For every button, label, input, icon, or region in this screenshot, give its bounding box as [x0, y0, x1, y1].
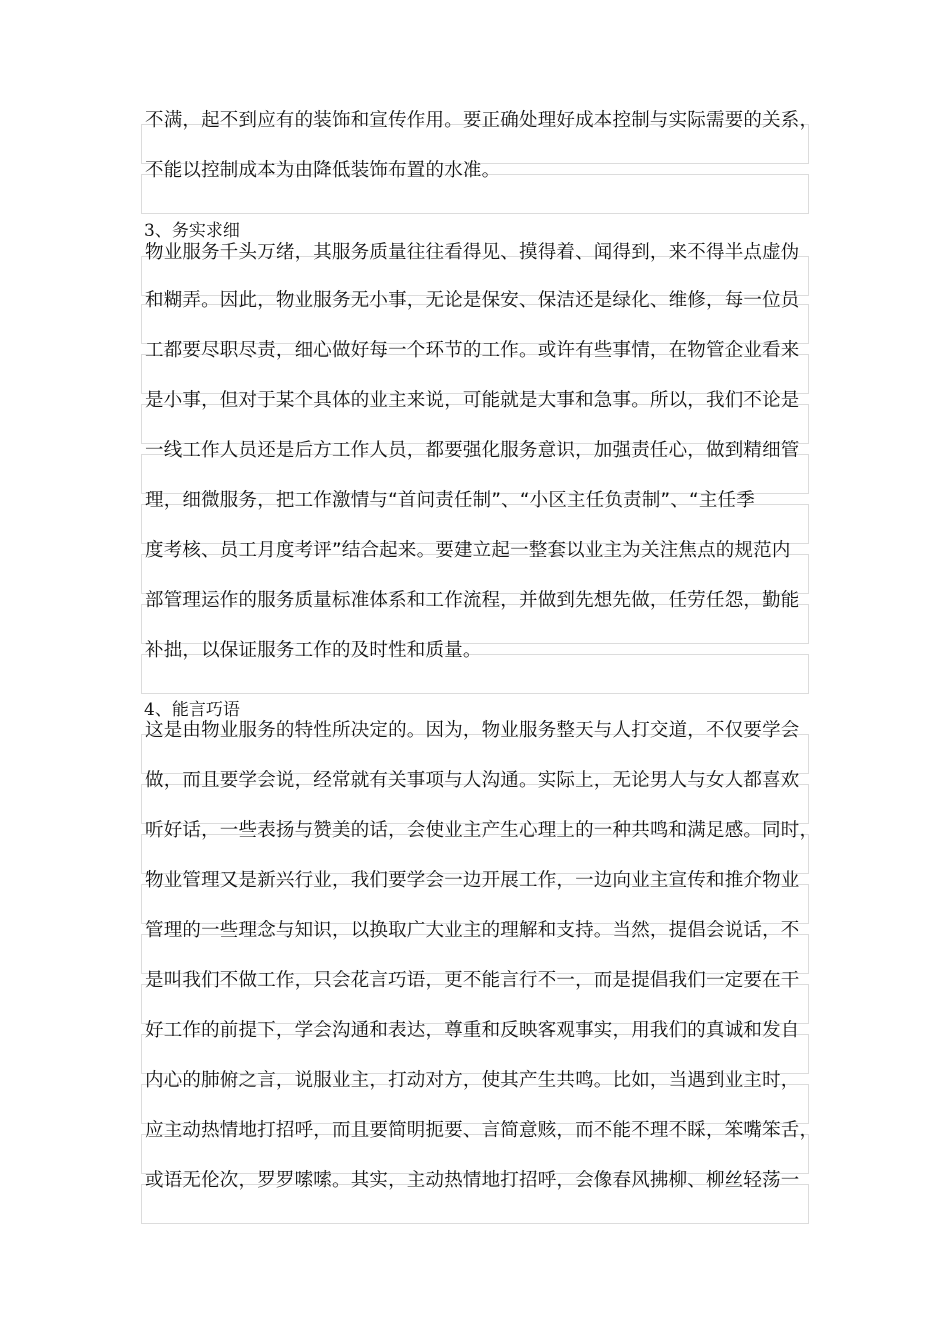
text-line: [141, 1020, 809, 1074]
text-line: [141, 1070, 809, 1124]
section-heading-4: 4、能言巧语: [144, 700, 240, 720]
text-line: [141, 770, 809, 824]
line-text: 物业管理又是新兴行业，我们要学会一边开展工作，一边向业主宣传和推介物业: [145, 870, 800, 891]
line-text: 部管理运作的服务质量标准体系和工作流程，并做到先想先做，任劳任怨，勤能: [145, 590, 800, 611]
line-text: 是小事，但对于某个具体的业主来说，可能就是大事和急事。所以，我们不论是: [145, 390, 800, 411]
line-text: 补拙，以保证服务工作的及时性和质量。: [145, 640, 482, 661]
line-text: 工都要尽职尽责，细心做好每一个环节的工作。或许有些事情，在物管企业看来: [145, 340, 800, 361]
line-text: 应主动热情地打招呼，而且要简明扼要、言简意赅，而不能不理不睬，笨嘴笨舌，: [145, 1120, 819, 1141]
text-line: [141, 970, 809, 1024]
text-line: [141, 920, 809, 974]
line-text: 内心的肺俯之言，说服业主，打动对方，使其产生共鸣。比如，当遇到业主时，: [145, 1070, 800, 1091]
line-text: 做，而且要学会说，经常就有关事项与人沟通。实际上，无论男人与女人都喜欢: [145, 770, 800, 791]
line-text: 理，细微服务，把工作激情与“首问责任制”、“小区主任负责制”、“主任季: [145, 490, 755, 511]
line-text: 不满，起不到应有的装饰和宣传作用。要正确处理好成本控制与实际需要的关系，: [145, 110, 819, 131]
line-text: 好工作的前提下，学会沟通和表达，尊重和反映客观事实，用我们的真诚和发自: [145, 1020, 800, 1041]
text-line: [141, 440, 809, 494]
text-line: [141, 1170, 809, 1224]
text-line: [141, 640, 809, 694]
text-line: [141, 290, 809, 344]
line-text: 一线工作人员还是后方工作人员，都要强化服务意识，加强责任心，做到精细管: [145, 440, 800, 461]
line-text: 听好话，一些表扬与赞美的话，会使业主产生心理上的一种共鸣和满足感。同时，: [145, 820, 819, 841]
line-text: 或语无伦次，罗罗嗦嗦。其实，主动热情地打招呼，会像春风拂柳、柳丝轻荡一: [145, 1170, 800, 1191]
text-line: [141, 540, 809, 594]
section-heading-3: 3、务实求细: [144, 221, 240, 241]
text-line: [141, 820, 819, 874]
text-line: [141, 720, 809, 774]
text-line: [141, 1120, 819, 1174]
line-text: 管理的一些理念与知识，以换取广大业主的理解和支持。当然，提倡会说话，不: [145, 920, 800, 941]
line-text: 物业服务千头万绪，其服务质量往往看得见、摸得着、闻得到，来不得半点虚伪: [145, 242, 800, 263]
text-line: [141, 340, 809, 394]
text-line: [141, 590, 809, 644]
text-line: [141, 160, 809, 214]
line-text: 和糊弄。因此，物业服务无小事，无论是保安、保洁还是绿化、维修，每一位员: [145, 290, 800, 311]
line-text: 不能以控制成本为由降低装饰布置的水准。: [145, 160, 501, 181]
text-line: [141, 110, 819, 164]
text-line: [141, 390, 809, 444]
line-text: 是叫我们不做工作，只会花言巧语，更不能言行不一，而是提倡我们一定要在干: [145, 970, 800, 991]
text-line: [141, 870, 809, 924]
line-text: 这是由物业服务的特性所决定的。因为，物业服务整天与人打交道，不仅要学会: [145, 720, 800, 741]
line-text: 度考核、员工月度考评”结合起来。要建立起一整套以业主为关注焦点的规范内: [145, 540, 791, 561]
text-line: [141, 490, 809, 544]
